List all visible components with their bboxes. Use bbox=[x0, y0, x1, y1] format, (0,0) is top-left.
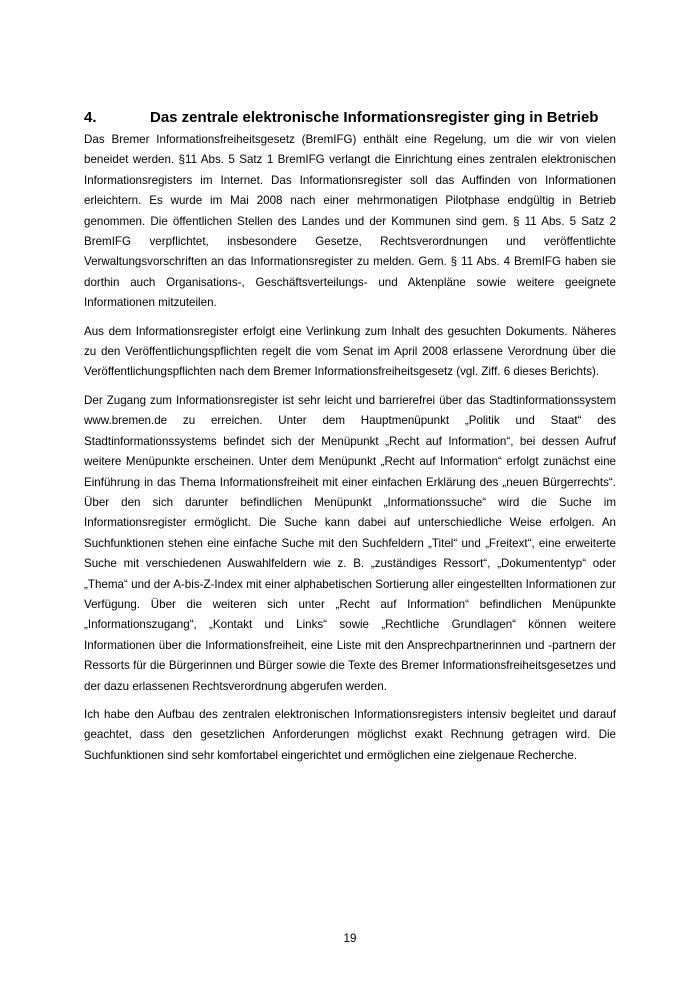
paragraph-register-intro: Das Bremer Informationsfreiheitsgesetz (BremIFG) enthält eine Regelung, um die wir von vielen beneidet werden. §11 Abs. 5 Satz 1 BremIFG verlangt die Einrichtung eines zentralen elektronischen Informationsregisters im Internet. Das Informationsregister soll das Auffinden von Informationen erleichtern. Es wurde im Mai 2008 nach einer mehrmonatigen Pilotphase endgültig in Betrieb genommen. Die öffentlichen Stellen des Landes und der Kommunen sind gem. § 11 Abs. 5 Satz 2 BremIFG verpflichtet, insbesondere Gesetze, Rechtsverordnungen und veröffentlichte Verwaltungsvorschriften an das Informationsregister zu melden. Gem. § 11 Abs. 4 BremIFG haben sie dorthin auch Organisations-, Geschäftsverteilungs- und Aktenpläne sowie weitere geeignete Informationen mitzuteilen. bbox=[84, 133, 616, 310]
paragraph-access: Der Zugang zum Informationsregister ist sehr leicht und barrierefrei über das Stadtinformationssystem www.bremen.de zu erreichen. Unter dem Hauptmenüpunkt „Politik und Staat“ des Stadtinformationssystems befindet sich der Menüpunkt „Recht auf Information“, bei dessen Aufruf weitere Menüpunkte erscheinen. Unter dem Menüpunkt „Recht auf Information“ erfolgt zunächst eine Einführung in das Thema Informationsfreiheit mit einer einfachen Erklärung des „neuen Bürgerrechts“. Über den sich darunter befindlichen Menüpunkt „Informationssuche“ wird die Suche im Informationsregister ermöglicht. Die Suche kann dabei auf unterschiedliche Weise erfolgen. An Suchfunktionen stehen eine einfache Suche mit den Suchfeldern „Titel“ und „Freitext“, eine erweiterte Suche mit verschiedenen Auswahlfeldern wie z. B. „zuständiges Ressort“, „Dokumententyp“ oder „Thema“ und der A-bis-Z-Index mit einer alphabetischen Sortierung aller eingestellten Informationen zur Verfügung. Über die weiteren sich unter „Recht auf Information“ befindlichen Menüpunkte „Informationszugang“, „Kontakt und Links“ sowie „Rechtliche Grundlagen“ können weitere Informationen über die Informationsfreiheit, eine Liste mit den Ansprechpartnerinnen und -partnern der Ressorts für die Bürgerinnen und Bürger sowie die Texte des Bremer Informationsfreiheitsgesetzes und der dazu erlassenen Rechtsverordnung abgerufen werden. bbox=[84, 393, 616, 693]
section-title: Das zentrale elektronische Informationsregister ging in Betrieb bbox=[150, 109, 599, 126]
page-number: 19 bbox=[343, 932, 357, 945]
paragraph-conclusion: Ich habe den Aufbau des zentralen elektronischen Informationsregisters intensiv begleitet und darauf geachtet, dass den gesetzlichen Anforderungen möglichst exakt Rechnung getragen wird. Die Suchfunktionen sind sehr komfortabel eingerichtet und ermöglichen eine zielgenaue Recherche. bbox=[84, 707, 616, 762]
paragraph-linking: Aus dem Informationsregister erfolgt eine Verlinkung zum Inhalt des gesuchten Dokuments. Näheres zu den Veröffentlichungspflichten regelt die vom Senat im April 2008 erlassene Verordnung über die Veröffentlichungspflichten nach dem Bremer Informationsfreiheitsgesetz (vgl. Ziff. 6 dieses Berichts). bbox=[84, 324, 616, 379]
document-body bbox=[84, 108, 616, 774]
section-number: 4. bbox=[84, 109, 97, 126]
section-heading bbox=[84, 108, 616, 128]
